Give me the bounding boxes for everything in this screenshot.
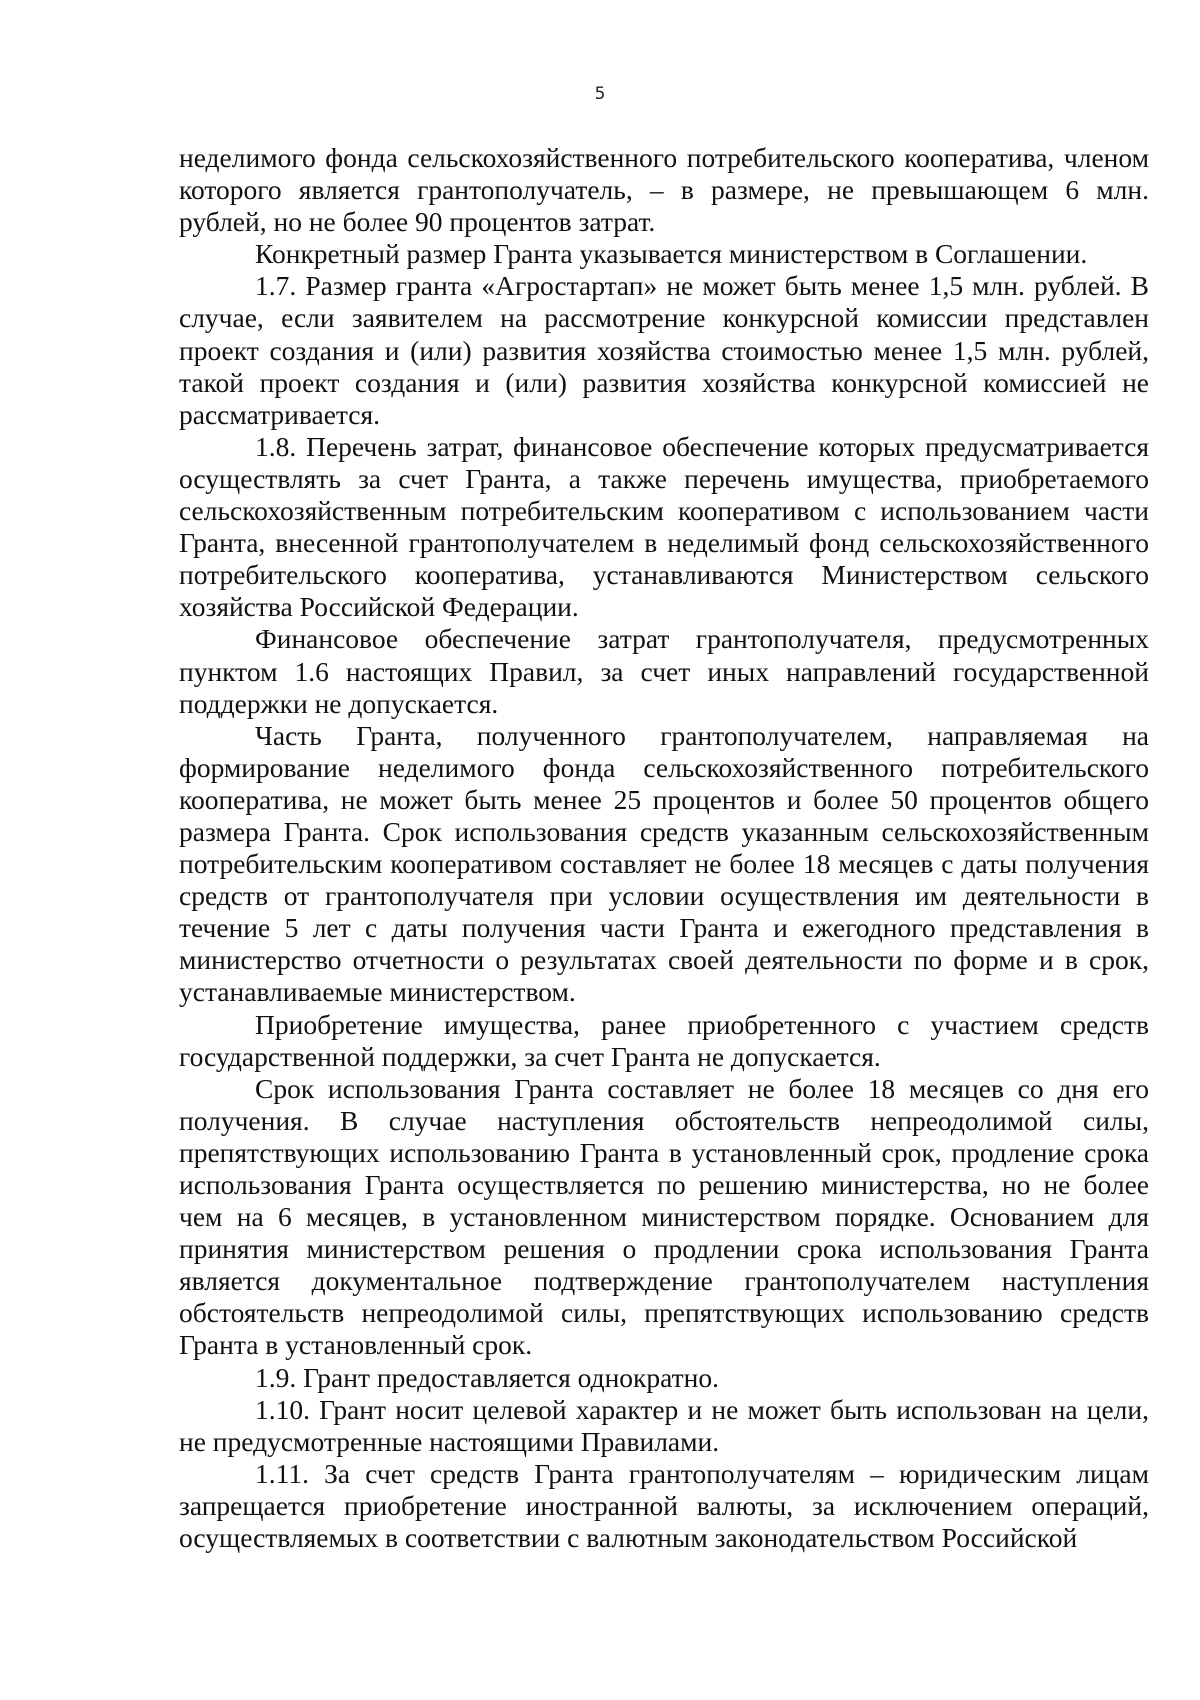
paragraph-financing: Финансовое обеспечение затрат грантополучателя, предусмотренных пунктом 1.6 настоящих Правил, за счет иных направлений государственной поддержки не допускается. xyxy=(179,623,1149,719)
paragraph-1-8: 1.8. Перечень затрат, финансовое обеспечение которых предусматривается осуществлять за счет Гранта, а также перечень имущества, приобретаемого сельскохозяйственным потребительским кооперативом с использованием части Гранта, внесенной грантополучателем в неделимый фонд сельскохозяйственного потребительского кооператива, устанавливаются Министерством сельского хозяйства Российской Федерации. xyxy=(179,430,1149,623)
paragraph-continuation: неделимого фонда сельскохозяйственного потребительского кооператива, членом которого является грантополучатель, – в размере, не превышающем 6 млн. рублей, но не более 90 процентов затрат. xyxy=(179,142,1149,238)
paragraph-property: Приобретение имущества, ранее приобретенного с участием средств государственной поддержки, за счет Гранта не допускается. xyxy=(179,1008,1149,1072)
paragraph-1-9: 1.9. Грант предоставляется однократно. xyxy=(255,1361,720,1393)
paragraph-1-10: 1.10. Грант носит целевой характер и не может быть использован на цели, не предусмотренные настоящими Правилами. xyxy=(179,1393,1149,1457)
paragraph-1-7: 1.7. Размер гранта «Агростартап» не может быть менее 1,5 млн. рублей. В случае, если заявителем на рассмотрение конкурсной комиссии представлен проект создания и (или) развития хозяйства стоимостью менее 1,5 млн. рублей, такой проект создания и (или) развития хозяйства конкурсной комиссией не рассматривается. xyxy=(179,270,1149,430)
paragraph-term: Срок использования Гранта составляет не более 18 месяцев со дня его получения. В случае наступления обстоятельств непреодолимой силы, препятствующих использованию Гранта в установленный срок, продление срока использования Гранта осуществляется по решению министерства, но не более чем на 6 месяцев, в установленном министерством порядке. Основанием для принятия министерством решения о продлении срока использования Гранта является документальное подтверждение грантополучателем наступления обстоятельств непреодолимой силы, препятствующих использованию средств Гранта в установленный срок. xyxy=(179,1072,1149,1361)
page-number: 5 xyxy=(594,84,606,104)
paragraph-grant-amount: Конкретный размер Гранта указывается министерством в Соглашении. xyxy=(255,238,1088,270)
document-body xyxy=(179,142,1149,1554)
paragraph-grant-part: Часть Гранта, полученного грантополучателем, направляемая на формирование неделимого фонда сельскохозяйственного потребительского кооператива, не может быть менее 25 процентов и более 50 процентов общего размера Гранта. Срок использования средств указанным сельскохозяйственным потребительским кооперативом составляет не более 18 месяцев с даты получения средств от грантополучателя при условии осуществления им деятельности в течение 5 лет с даты получения части Гранта и ежегодного представления в министерство отчетности о результатах своей деятельности по форме и в срок, устанавливаемые министерством. xyxy=(179,719,1149,1008)
paragraph-1-11: 1.11. За счет средств Гранта грантополучателям – юридическим лицам запрещается приобретение иностранной валюты, за исключением операций, осуществляемых в соответствии с валютным законодательством Российской xyxy=(179,1457,1149,1554)
